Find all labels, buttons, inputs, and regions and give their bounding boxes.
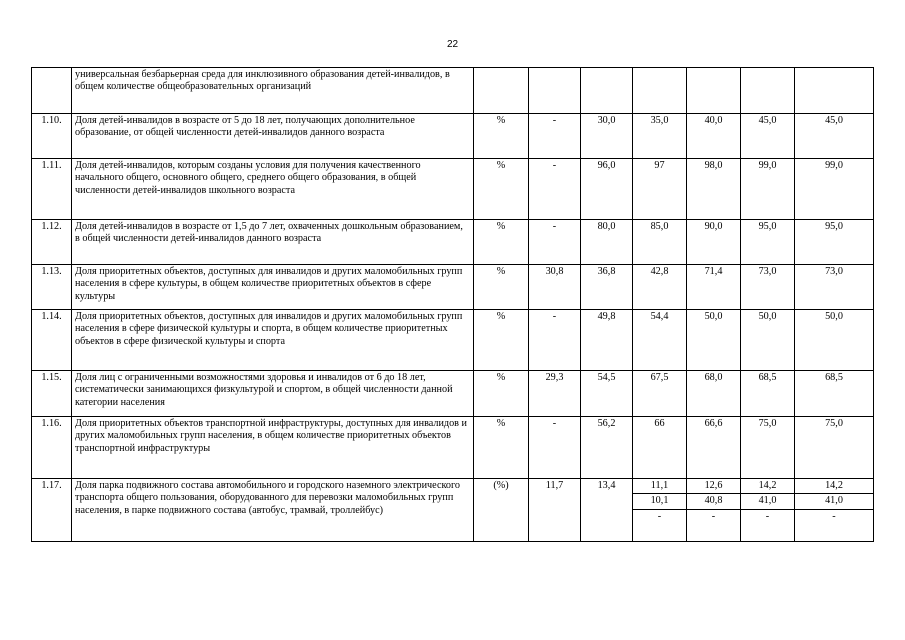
cell-value: 99,0 xyxy=(741,159,795,220)
cell-value: 90,0 xyxy=(687,220,741,265)
split-value: 12,6 xyxy=(704,480,723,491)
cell-value: 85,0 xyxy=(633,220,687,265)
cell-value: 67,5 xyxy=(633,371,687,417)
table-row xyxy=(32,220,874,265)
cell-split xyxy=(687,479,741,542)
cell-number: 1.15. xyxy=(32,371,72,417)
cell-value: 96,0 xyxy=(581,159,633,220)
cell-description: Доля детей-инвалидов, которым созданы условия для получения качественного начального общего, основного общего, среднего общего образования, в общей численности детей-инвалидов школьного возраста xyxy=(72,159,474,220)
cell-unit: (%) xyxy=(474,479,529,542)
cell-value: 30,8 xyxy=(529,265,581,310)
cell-value: 13,4 xyxy=(581,479,633,542)
cell-split xyxy=(795,479,874,542)
cell-value: - xyxy=(529,417,581,479)
cell-number xyxy=(32,68,72,114)
cell-value: 56,2 xyxy=(581,417,633,479)
cell-value: 75,0 xyxy=(795,417,874,479)
cell-value: 50,0 xyxy=(741,310,795,371)
cell-description: Доля приоритетных объектов транспортной инфраструктуры, доступных для инвалидов и других маломобильных групп населения, в общем количестве приоритетных объектов транспортной инфраструктуры xyxy=(72,417,474,479)
cell-value: 73,0 xyxy=(741,265,795,310)
table-row xyxy=(32,265,874,310)
split-value: - xyxy=(633,509,686,524)
cell-value: 11,7 xyxy=(529,479,581,542)
cell-value: 42,8 xyxy=(633,265,687,310)
page-number: 22 xyxy=(446,39,459,50)
cell-value: 97 xyxy=(633,159,687,220)
split-value: 41,0 xyxy=(741,493,794,508)
cell-split xyxy=(741,479,795,542)
split-value: 11,1 xyxy=(650,480,669,491)
cell-description: Доля приоритетных объектов, доступных для инвалидов и других маломобильных групп населения в сфере физической культуры и спорта, в общем количестве приоритетных объектов в сфере физической культуры и спорта xyxy=(72,310,474,371)
cell-number: 1.13. xyxy=(32,265,72,310)
cell-value: 29,3 xyxy=(529,371,581,417)
cell-value: 40,0 xyxy=(687,114,741,159)
table-row-1-17 xyxy=(32,479,874,542)
cell-unit: % xyxy=(474,159,529,220)
cell-value: 99,0 xyxy=(795,159,874,220)
cell-split xyxy=(633,479,687,542)
cell-unit: % xyxy=(474,114,529,159)
cell-number: 1.10. xyxy=(32,114,72,159)
split-value: - xyxy=(795,509,873,524)
split-value: 40,8 xyxy=(687,493,740,508)
cell-description: Доля детей-инвалидов в возрасте от 5 до 18 лет, получающих дополнительное образование, от общей численности детей-инвалидов данного возраста xyxy=(72,114,474,159)
cell-unit: % xyxy=(474,310,529,371)
cell-value: 36,8 xyxy=(581,265,633,310)
split-value: - xyxy=(687,509,740,524)
table-row xyxy=(32,159,874,220)
cell-value: 98,0 xyxy=(687,159,741,220)
cell-value: 49,8 xyxy=(581,310,633,371)
split-value: 10,1 xyxy=(633,493,686,508)
split-value: 14,2 xyxy=(758,480,777,491)
table-row xyxy=(32,310,874,371)
cell-value: 68,5 xyxy=(741,371,795,417)
cell-unit: % xyxy=(474,417,529,479)
cell-value: 45,0 xyxy=(795,114,874,159)
cell-value: 54,4 xyxy=(633,310,687,371)
cell-value: 35,0 xyxy=(633,114,687,159)
split-value: 41,0 xyxy=(795,493,873,508)
cell-value: 95,0 xyxy=(741,220,795,265)
cell-value: 68,5 xyxy=(795,371,874,417)
cell-unit: % xyxy=(474,371,529,417)
cell-number: 1.12. xyxy=(32,220,72,265)
cell-value: 66,6 xyxy=(687,417,741,479)
cell-value: 66 xyxy=(633,417,687,479)
table-row xyxy=(32,417,874,479)
cell-value: - xyxy=(529,114,581,159)
cell-unit: % xyxy=(474,220,529,265)
indicators-table xyxy=(31,67,874,542)
table-row xyxy=(32,371,874,417)
split-value: 14,2 xyxy=(825,480,843,491)
cell-value: 30,0 xyxy=(581,114,633,159)
split-value: - xyxy=(741,509,794,524)
cell-description: Доля детей-инвалидов в возрасте от 1,5 до 7 лет, охваченных дошкольным образованием, в общей численности детей-инвалидов данного возраста xyxy=(72,220,474,265)
cell-number: 1.11. xyxy=(32,159,72,220)
cell-value: 45,0 xyxy=(741,114,795,159)
cell-value: - xyxy=(529,220,581,265)
cell-value: 73,0 xyxy=(795,265,874,310)
cell-description: Доля парка подвижного состава автомобильного и городского наземного электрического транспорта общего пользования, оборудованного для перевозки маломобильных групп населения, в парке подвижного состава (автобус, трамвай, троллейбус) xyxy=(72,479,474,542)
cell-value: 71,4 xyxy=(687,265,741,310)
cell-value: - xyxy=(529,159,581,220)
cell-description: Доля лиц с ограниченными возможностями здоровья и инвалидов от 6 до 18 лет, систематически занимающихся физкультурой и спортом, в общей численности данной категории населения xyxy=(72,371,474,417)
cell-number: 1.14. xyxy=(32,310,72,371)
cell-value: 95,0 xyxy=(795,220,874,265)
cell-number: 1.17. xyxy=(32,479,72,542)
cell-value: - xyxy=(529,310,581,371)
cell-value: 68,0 xyxy=(687,371,741,417)
cell-number: 1.16. xyxy=(32,417,72,479)
table-row xyxy=(32,114,874,159)
cell-value: 54,5 xyxy=(581,371,633,417)
cell-description: универсальная безбарьерная среда для инклюзивного образования детей-инвалидов, в общем количестве общеобразовательных организаций xyxy=(72,68,474,114)
cell-unit: % xyxy=(474,265,529,310)
cell-value: 80,0 xyxy=(581,220,633,265)
cell-description: Доля приоритетных объектов, доступных для инвалидов и других маломобильных групп населения в сфере культуры, в общем количестве приоритетных объектов в сфере культуры xyxy=(72,265,474,310)
cell-value: 50,0 xyxy=(795,310,874,371)
cell-value: 50,0 xyxy=(687,310,741,371)
cell-value: 75,0 xyxy=(741,417,795,479)
table-row-continuation xyxy=(32,68,874,114)
